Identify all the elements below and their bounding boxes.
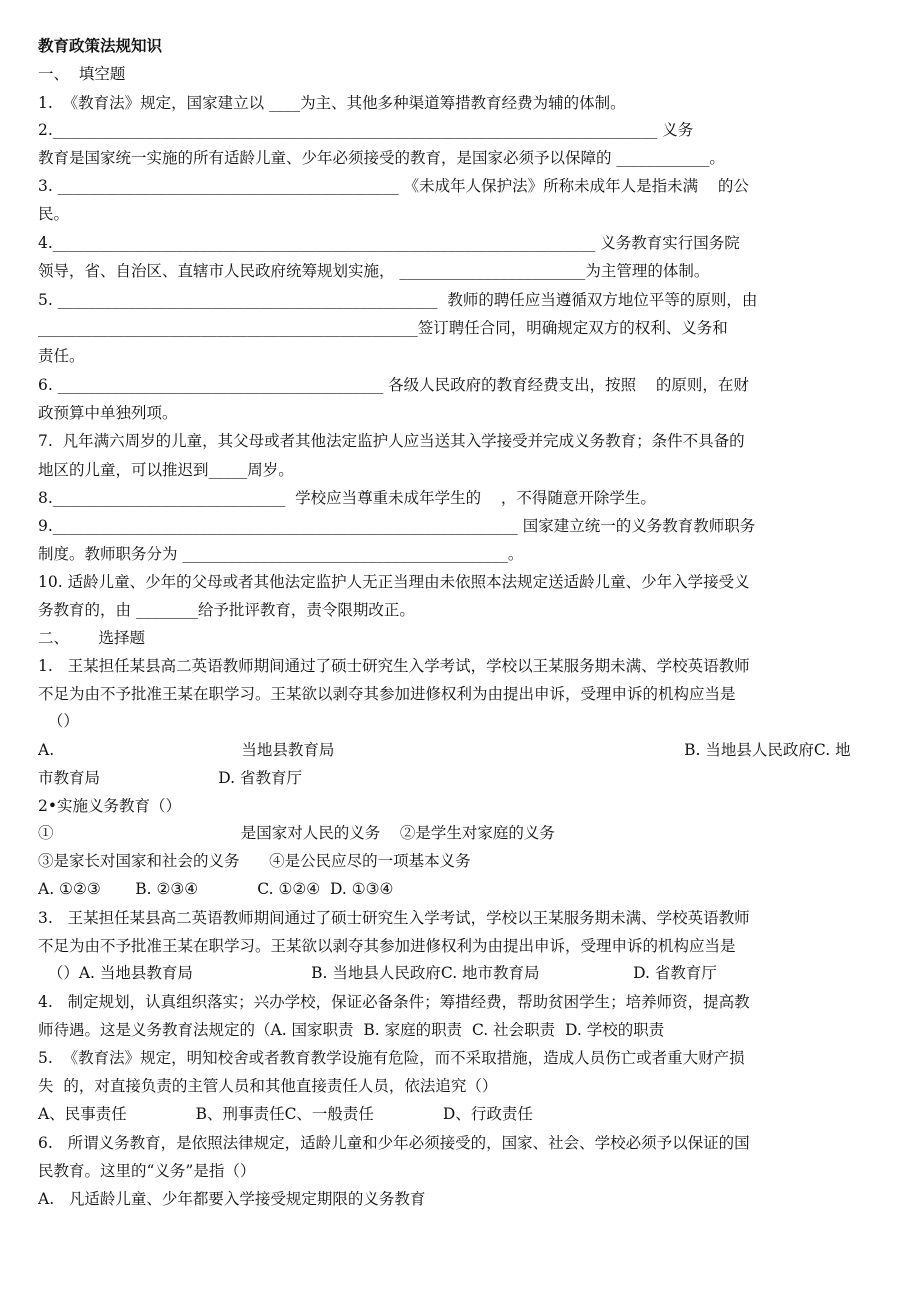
question-line: 2.______________________________________________________________________________ 义务 [38,121,694,139]
question-line: 2•实施义务教育（） [38,797,182,815]
question-line: 6. 所谓义务教育，是依照法律规定，适龄儿童和少年必须接受的，国家、社会、学校必须予以保证的国 [38,1134,750,1152]
question-line: 务教育的，由 ________给予批评教育，责令限期改正。 [38,601,415,619]
question-line: 制度。教师职务分为 __________________________________________。 [38,545,524,563]
question-line: A、民事责任 B、刑事责任C、一般责任 D、行政责任 [38,1105,533,1123]
question-line: 6. __________________________________________ 各级人民政府的教育经费支出，按照 的原则，在财 [38,376,749,394]
question-line: 失 的，对直接负责的主管人员和其他直接责任人员，依法追究（） [38,1077,498,1095]
question-line: 师待遇。这是义务教育法规定的（A. 国家职责 B. 家庭的职责 C. 社会职责 D. 学校的职责 [38,1021,665,1039]
question-line: 教育是国家统一实施的所有适龄儿童、少年必须接受的教育，是国家必须予以保障的 ____________。 [38,149,725,167]
question-line: 3. 王某担任某县高二英语教师期间通过了硕士研究生入学考试，学校以王某服务期未满、学校英语教师 [38,909,750,927]
question-line: _________________________________________________签订聘任合同，明确规定双方的权利、义务和 [38,319,728,337]
question-line: 10. 适龄儿童、少年的父母或者其他法定监护人无正当理由未依照本法规定送适龄儿童、少年入学接受义 [38,573,750,591]
question-line: 5. 《教育法》规定，明知校舍或者教育教学设施有危险，而不采取措施，造成人员伤亡或者重大财产损 [38,1049,745,1067]
question-line: 政预算中单独列项。 [38,404,178,422]
question-line: 民教育。这里的“义务”是指（） [38,1162,256,1180]
question-line: 1. 《教育法》规定，国家建立以 ____为主、其他多种渠道筹措教育经费为辅的体制。 [38,94,626,112]
question-line: 责任。 [38,347,85,365]
question-line: A. ①②③ B. ②③④ C. ①②④ D. ①③④ [38,880,394,898]
question-line: 领导，省、自治区、直辖市人民政府统筹规划实施， ________________________为主管理的体制。 [38,262,710,280]
question-line: （） [38,712,79,730]
question-line: ① 是国家对人民的义务 ②是学生对家庭的义务 [38,824,555,842]
question-line: 5. _________________________________________________ 教师的聘任应当遵循双方地位平等的原则，由 [38,291,758,309]
question-line: 8.______________________________ 学校应当尊重未成年学生的 ，不得随意开除学生。 [38,489,656,507]
question-line: 4.______________________________________________________________________ 义务教育实行国务院 [38,234,740,252]
question-line: 不足为由不予批准王某在职学习。王某欲以剥夺其参加进修权利为由提出申诉，受理申诉的机构应当是 [38,937,736,955]
question-line: A. 凡适龄儿童、少年都要入学接受规定期限的义务教育 [38,1190,426,1208]
question-line: 1. 王某担任某县高二英语教师期间通过了硕士研究生入学考试，学校以王某服务期未满、学校英语教师 [38,657,750,675]
question-line: ③是家长对国家和社会的义务 ④是公民应尽的一项基本义务 [38,852,471,870]
question-line: 7. 凡年满六周岁的儿童，其父母或者其他法定监护人应当送其入学接受并完成义务教育；条件不具备的 [38,432,745,450]
question-line: 4. 制定规划，认真组织落实；兴办学校，保证必备条件；筹措经费，帮助贫困学生；培养师资，提高教 [38,993,750,1011]
section-heading-choice: 二、 选择题 [38,629,146,647]
document-title: 教育政策法规知识 [38,36,163,55]
question-line: 3. ____________________________________________ 《未成年人保护法》所称未成年人是指未满 的公 [38,177,749,195]
question-line: （）A. 当地县教育局 B. 当地县人民政府C. 地市教育局 D. 省教育厅 [38,964,717,982]
section-heading-fill-in: 一、 填空题 [38,65,126,83]
question-line: 民。 [38,205,70,223]
question-line: A. 当地县教育局 B. 当地县人民政府C. 地 [38,741,851,759]
question-line: 地区的儿童，可以推迟到_____周岁。 [38,461,294,479]
question-line: 市教育局 D. 省教育厅 [38,769,302,787]
question-line: 不足为由不予批准王某在职学习。王某欲以剥夺其参加进修权利为由提出申诉，受理申诉的机构应当是 [38,685,736,703]
question-line: 9.____________________________________________________________ 国家建立统一的义务教育教师职务 [38,517,756,535]
